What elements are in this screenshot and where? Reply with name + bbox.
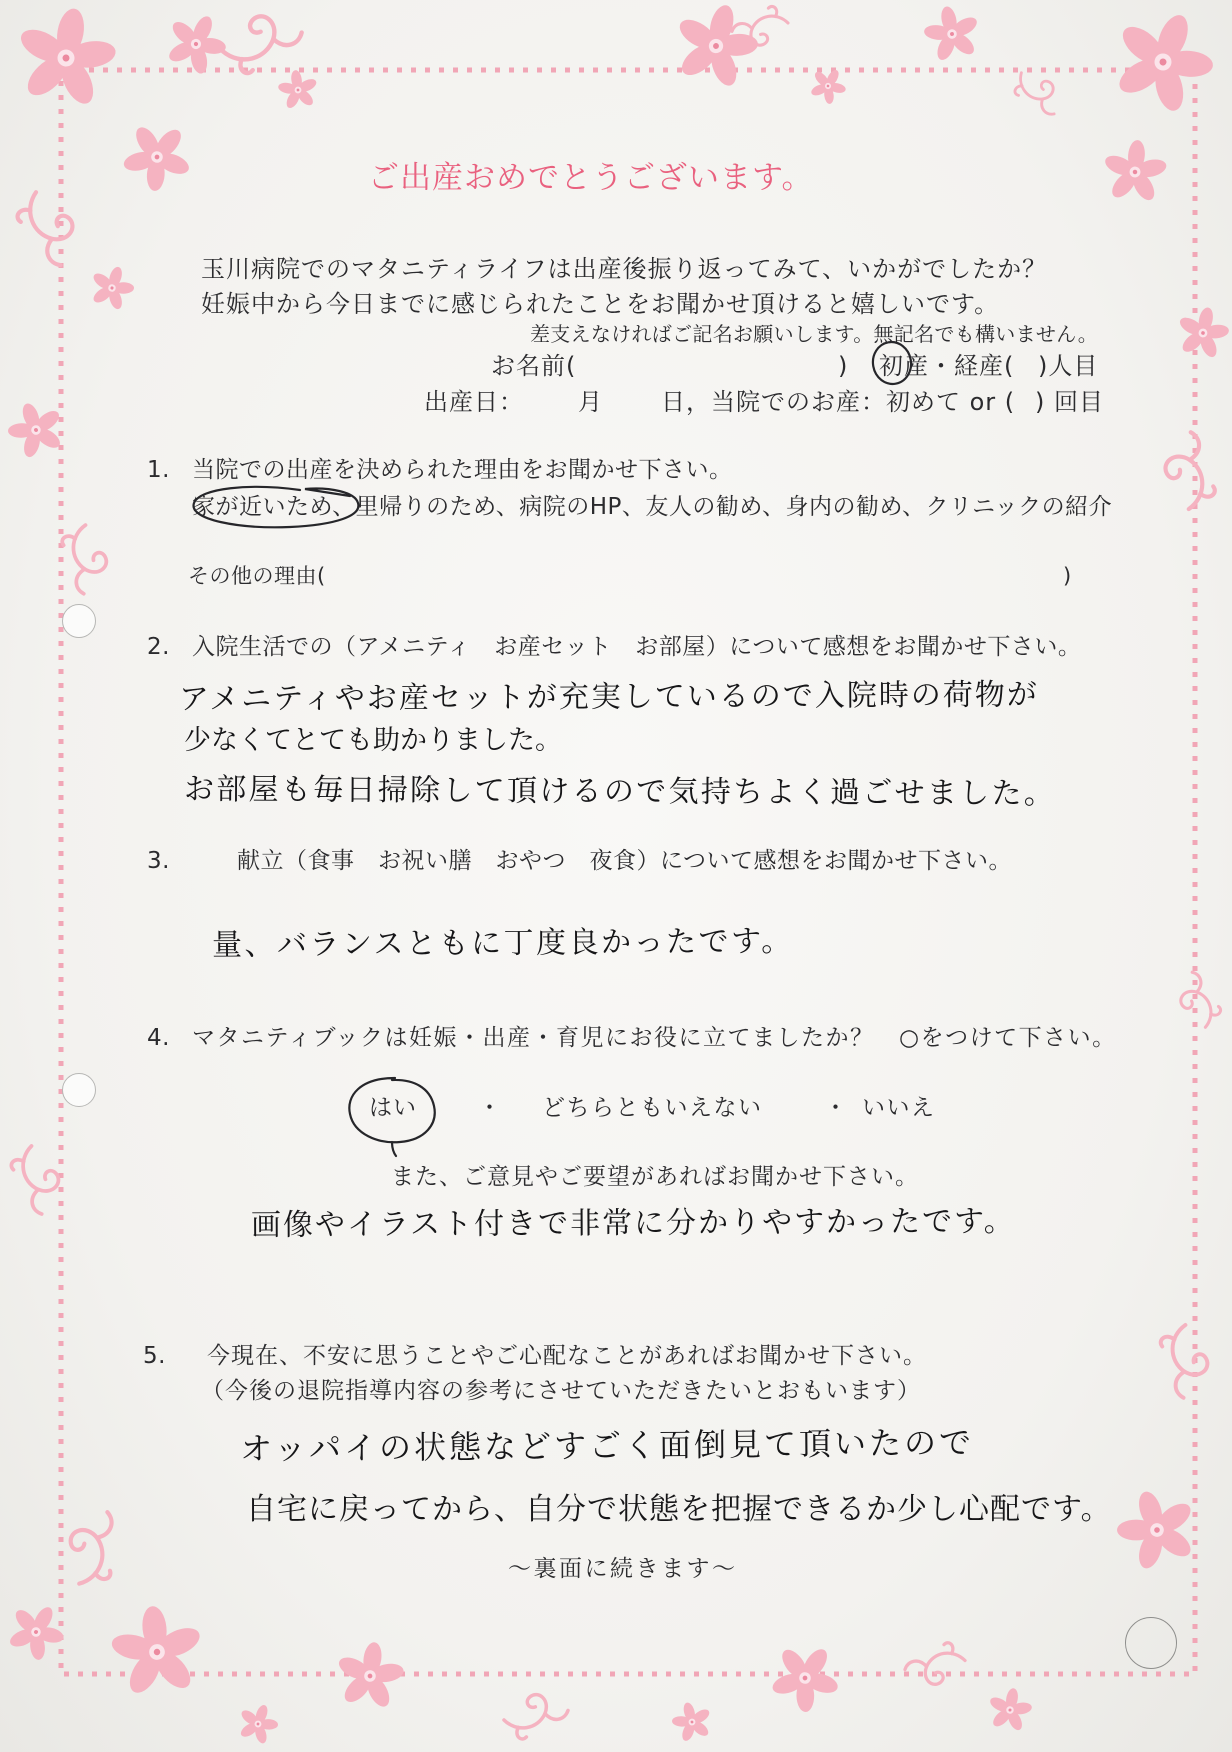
- question-5-subtext: （今後の退院指導内容の参考にさせていただきたいとおもいます）: [201, 1378, 921, 1404]
- question-1-options: [192, 496, 1112, 519]
- parity-multiparous: 経産(: [954, 352, 1015, 380]
- flower-decoration: [275, 67, 321, 112]
- question-2-answer-line-3: お部屋も毎日掃除して頂けるので気持ちよく過ごせました。: [183, 772, 1057, 812]
- name-close: ): [838, 352, 849, 380]
- flower-decoration: [0, 1593, 75, 1669]
- flower-decoration: [1099, 137, 1170, 205]
- flower-decoration: [105, 1601, 209, 1701]
- month-label: 月: [578, 388, 603, 416]
- question-2-text: 入院生活での（アメニティ お産セット お部屋）について感想をお聞かせ下さい。: [192, 634, 1082, 660]
- flower-decoration: [109, 108, 206, 204]
- option-separator: 、: [495, 494, 520, 520]
- question-1-number: 1.: [147, 457, 170, 483]
- choice-yes: はい: [369, 1095, 417, 1121]
- swirl-decoration: [53, 1503, 137, 1595]
- question-5-text: 今現在、不安に思うことやご心配なことがあればお聞かせ下さい。: [207, 1343, 927, 1369]
- choice-separator: ・: [478, 1095, 502, 1121]
- parity-group: [879, 354, 1014, 378]
- other-reason-close: ): [1063, 564, 1072, 588]
- day-and-count-label: 日，当院でのお産：初めて or (: [661, 388, 1016, 416]
- choice-no: いいえ: [862, 1095, 936, 1121]
- question-2-answer-line-2: 少なくてとても助かりました。: [184, 725, 562, 756]
- birthdate-label: 出産日：: [424, 388, 524, 416]
- flower-decoration: [758, 1630, 854, 1725]
- swirl-decoration: [1152, 1321, 1214, 1401]
- flower-decoration: [984, 1684, 1036, 1734]
- question-3-text: 献立（食事 お祝い膳 おやつ 夜食）について感想をお聞かせ下さい。: [237, 848, 1013, 874]
- option-separator: 、: [902, 494, 926, 520]
- swirl-decoration: [504, 1695, 568, 1739]
- flower-decoration: [664, 0, 769, 96]
- option-separator: 、: [621, 494, 646, 520]
- question-5-answer-line-2: 自宅に戻ってから、自分で状態を把握できるか少し心配です。: [246, 1492, 1112, 1527]
- option-hospital-website: 病院のHP: [519, 494, 622, 520]
- punch-hole: [62, 604, 96, 638]
- count-suffix: ) 回目: [1035, 388, 1104, 416]
- question-5-answer-line-1: オッパイの状態などすごく面倒見て頂いたので: [239, 1423, 975, 1468]
- question-1-text: 当院での出産を決められた理由をお聞かせ下さい。: [192, 457, 733, 483]
- parity-first-birth: 初産: [879, 352, 929, 380]
- flower-decoration: [667, 1697, 717, 1746]
- intro-line-2: 妊娠中から今日までに感じられたことをお聞かせ頂けると嬉しいです。: [201, 290, 1000, 318]
- option-hometown-birth: 里帰りのため: [355, 494, 496, 520]
- flower-decoration: [232, 1698, 284, 1749]
- flower-decoration: [331, 1637, 410, 1713]
- swirl-decoration: [905, 1643, 965, 1685]
- choice-separator: ・: [824, 1095, 848, 1121]
- choice-neither: どちらともいえない: [542, 1095, 763, 1121]
- option-family-recommendation: 身内の勧め: [785, 494, 903, 520]
- other-reason-label: その他の理由(: [188, 564, 326, 588]
- question-4-answer: 画像やイラスト付きで非常に分かりやすかったです。: [250, 1203, 1016, 1243]
- swirl-decoration: [1178, 970, 1222, 1029]
- question-4-number: 4.: [147, 1025, 170, 1051]
- question-3-number: 3.: [147, 848, 170, 874]
- flower-decoration: [918, 1, 986, 67]
- parity-separator: ・: [929, 352, 954, 380]
- flower-decoration: [1097, 0, 1229, 126]
- question-5-number: 5.: [143, 1343, 166, 1369]
- continued-on-back-note: ～裏面に続きます～: [508, 1556, 738, 1582]
- question-2-number: 2.: [147, 634, 170, 660]
- option-separator: 、: [332, 494, 356, 520]
- question-4-followup: また、ご意見やご要望があればお聞かせ下さい。: [391, 1164, 919, 1190]
- intro-line-1: 玉川病院でのマタニティライフは出産後振り返ってみて、いかがでしたか？: [201, 255, 1048, 283]
- option-separator: 、: [761, 494, 786, 520]
- name-label: お名前(: [491, 352, 577, 380]
- option-friend-recommendation: 友人の勧め: [645, 494, 762, 520]
- page-title: ご出産おめでとうございます。: [368, 160, 814, 196]
- swirl-decoration: [1159, 429, 1224, 513]
- punch-hole: [1125, 1617, 1177, 1669]
- flower-decoration: [1172, 302, 1232, 363]
- parity-count-suffix: )人目: [1038, 352, 1099, 380]
- punch-hole: [62, 1073, 96, 1107]
- question-3-answer: 量、バランスともに丁度良かったです。: [211, 923, 794, 963]
- option-clinic-referral: クリニックの紹介: [925, 494, 1113, 520]
- swirl-decoration: [220, 13, 305, 75]
- swirl-decoration: [11, 1146, 58, 1214]
- question-4-text: マタニティブックは妊娠・出産・育児にお役に立てましたか？ ○をつけて下さい。: [192, 1025, 1117, 1051]
- anonymity-note: 差支えなければご記名お願いします。無記名でも構いません。: [530, 322, 1098, 346]
- option-near-home: 家が近いため: [192, 494, 333, 520]
- flower-decoration: [156, 4, 237, 83]
- flower-decoration: [84, 260, 140, 315]
- flower-decoration: [7, 0, 126, 114]
- question-2-answer-line-1: アメニティやお産セットが充実しているので入院時の荷物が: [178, 677, 1039, 717]
- swirl-decoration: [14, 187, 79, 271]
